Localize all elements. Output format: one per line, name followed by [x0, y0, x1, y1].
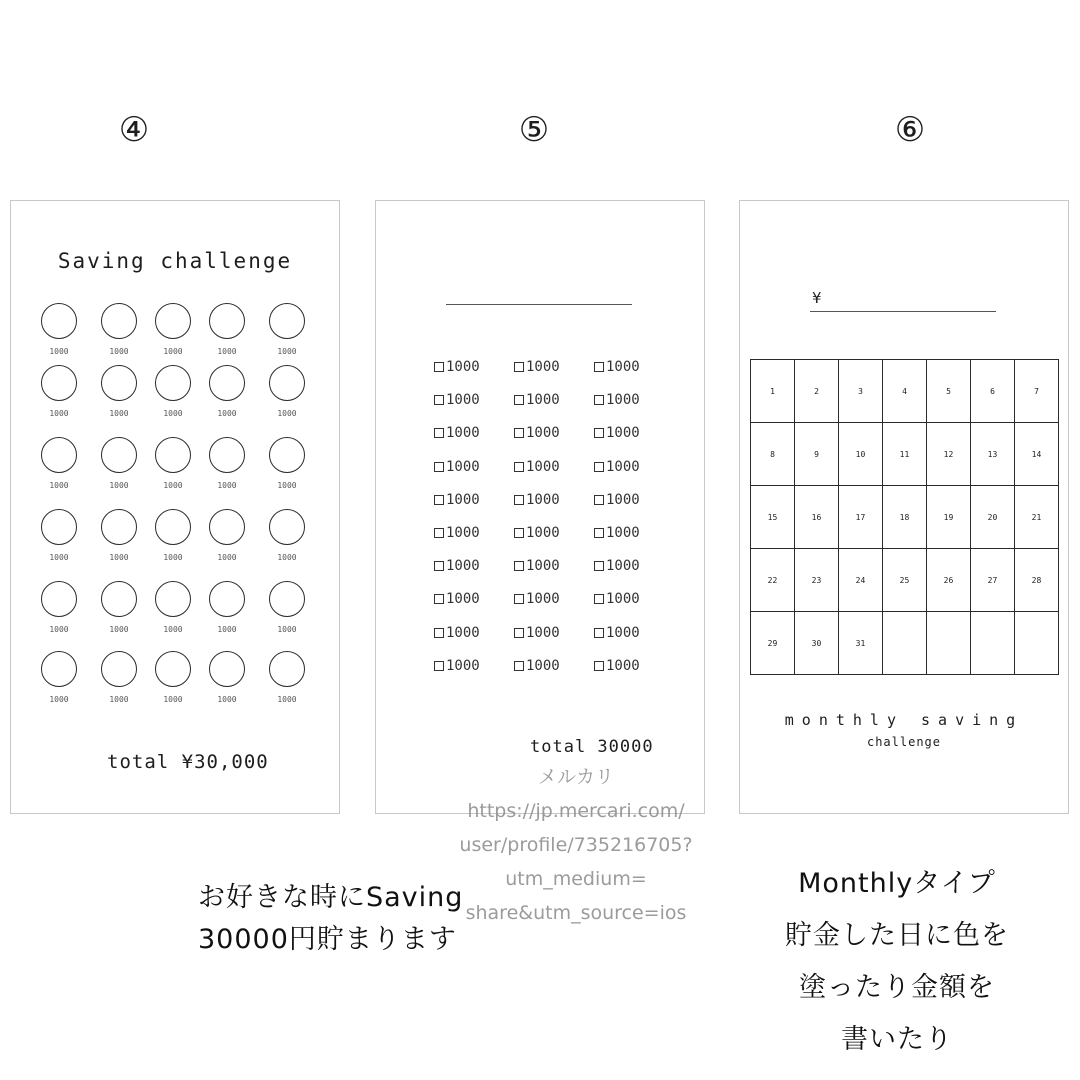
- calendar-day-cell[interactable]: 15: [751, 486, 795, 549]
- checkbox-icon[interactable]: [514, 395, 524, 405]
- checkbox-icon[interactable]: [594, 561, 604, 571]
- calendar-day-cell[interactable]: 12: [927, 423, 971, 486]
- checkbox-amount-label: 1000: [526, 392, 560, 409]
- circle-amount-label: 1000: [217, 625, 237, 634]
- saving-checkbox-item[interactable]: [594, 591, 640, 607]
- checkbox-icon[interactable]: [514, 362, 524, 372]
- checkbox-icon[interactable]: [594, 661, 604, 671]
- calendar-day-cell[interactable]: 20: [971, 486, 1015, 549]
- calendar-day-cell[interactable]: [927, 612, 971, 675]
- saving-circle[interactable]: [101, 437, 137, 473]
- circle-amount-label: 1000: [109, 625, 129, 634]
- saving-circle[interactable]: [155, 303, 191, 339]
- calendar-day-cell[interactable]: 5: [927, 360, 971, 423]
- saving-checkbox-item[interactable]: [434, 625, 480, 641]
- caption-line: 塗ったり金額を: [799, 972, 995, 1003]
- saving-circle[interactable]: [209, 509, 245, 545]
- monthly-saving-card: [739, 200, 1069, 814]
- circle-amount-label: 1000: [163, 625, 183, 634]
- circle-amount-label: 1000: [277, 481, 297, 490]
- calendar-day-cell[interactable]: [971, 612, 1015, 675]
- saving-circle[interactable]: [209, 365, 245, 401]
- saving-circle[interactable]: [101, 365, 137, 401]
- calendar-day-cell[interactable]: 4: [883, 360, 927, 423]
- caption-right: [752, 858, 1042, 1066]
- checkbox-icon[interactable]: [514, 462, 524, 472]
- panel-number-6: ⑥: [894, 110, 926, 150]
- saving-checkbox-item[interactable]: [594, 525, 640, 541]
- saving-checkbox-item[interactable]: [514, 425, 560, 441]
- saving-circle[interactable]: [101, 303, 137, 339]
- saving-checkbox-item[interactable]: [514, 658, 560, 674]
- checkbox-amount-label: 1000: [446, 525, 480, 541]
- checkbox-icon[interactable]: [594, 428, 604, 438]
- saving-checkbox-item[interactable]: [514, 558, 560, 574]
- saving-circle[interactable]: [269, 303, 305, 339]
- checkbox-amount-label: 1000: [446, 624, 480, 641]
- checkbox-amount-label: 1000: [526, 458, 560, 475]
- checkbox-amount-label: 1000: [446, 558, 480, 575]
- checkbox-amount-label: 1000: [606, 359, 640, 375]
- watermark: [440, 760, 712, 930]
- total-label: total 30000: [530, 737, 654, 757]
- circle-amount-label: 1000: [49, 553, 69, 562]
- calendar-day-cell[interactable]: 29: [751, 612, 795, 675]
- checkbox-icon[interactable]: [514, 561, 524, 571]
- calendar-day-cell[interactable]: 30: [795, 612, 839, 675]
- saving-circle[interactable]: [155, 581, 191, 617]
- calendar-grid: [750, 359, 1059, 675]
- saving-checkbox-item[interactable]: [594, 625, 640, 641]
- checkbox-amount-label: 1000: [606, 458, 640, 475]
- checkbox-icon[interactable]: [434, 561, 444, 571]
- saving-circle[interactable]: [209, 581, 245, 617]
- saving-checkbox-item[interactable]: [434, 425, 480, 441]
- calendar-day-cell[interactable]: 7: [1015, 360, 1059, 423]
- calendar-day-cell[interactable]: 28: [1015, 549, 1059, 612]
- checkbox-amount-label: 1000: [606, 491, 640, 508]
- checkbox-amount-label: 1000: [606, 392, 640, 409]
- saving-circle[interactable]: [269, 437, 305, 473]
- circle-amount-label: 1000: [163, 553, 183, 562]
- checkbox-amount-label: 1000: [526, 359, 560, 375]
- checkbox-icon[interactable]: [594, 594, 604, 604]
- checkbox-icon[interactable]: [514, 628, 524, 638]
- checkbox-icon[interactable]: [514, 594, 524, 604]
- checkbox-icon[interactable]: [514, 428, 524, 438]
- calendar-day-cell[interactable]: 26: [927, 549, 971, 612]
- calendar-day-cell[interactable]: 10: [839, 423, 883, 486]
- checkbox-amount-label: 1000: [606, 657, 640, 674]
- checkbox-amount-label: 1000: [446, 591, 480, 608]
- checkbox-icon[interactable]: [514, 528, 524, 538]
- calendar-day-cell[interactable]: 8: [751, 423, 795, 486]
- saving-checkbox-item[interactable]: [434, 492, 480, 508]
- saving-circle[interactable]: [41, 303, 77, 339]
- caption-line: Monthlyタイプ: [798, 868, 996, 899]
- saving-circle[interactable]: [269, 509, 305, 545]
- calendar-day-cell[interactable]: 24: [839, 549, 883, 612]
- checkbox-icon[interactable]: [434, 528, 444, 538]
- circle-amount-label: 1000: [217, 347, 237, 356]
- saving-circle[interactable]: [155, 651, 191, 687]
- saving-checkbox-item[interactable]: [434, 591, 480, 607]
- saving-checkbox-item[interactable]: [514, 459, 560, 475]
- checkbox-icon[interactable]: [434, 594, 444, 604]
- saving-checkbox-item[interactable]: [514, 392, 560, 408]
- saving-checkbox-item[interactable]: [594, 359, 640, 375]
- saving-circle[interactable]: [209, 651, 245, 687]
- checkbox-icon[interactable]: [594, 395, 604, 405]
- amount-line: [810, 311, 996, 312]
- checkbox-icon[interactable]: [594, 362, 604, 372]
- calendar-day-cell[interactable]: 9: [795, 423, 839, 486]
- calendar-day-cell[interactable]: [883, 612, 927, 675]
- circle-amount-label: 1000: [277, 409, 297, 418]
- watermark-line: https://jp.mercari.com/: [467, 800, 685, 822]
- watermark-line: utm_medium=: [505, 868, 647, 890]
- checkbox-amount-label: 1000: [446, 657, 480, 674]
- checkbox-amount-label: 1000: [606, 558, 640, 575]
- circle-amount-label: 1000: [217, 409, 237, 418]
- checkbox-icon[interactable]: [434, 428, 444, 438]
- saving-checkbox-item[interactable]: [514, 359, 560, 375]
- caption-line: 書いたり: [841, 1024, 953, 1055]
- circle-amount-label: 1000: [109, 481, 129, 490]
- circle-amount-label: 1000: [109, 409, 129, 418]
- total-label: total ¥30,000: [107, 751, 269, 773]
- saving-checkbox-item[interactable]: [434, 558, 480, 574]
- checkbox-icon[interactable]: [434, 362, 444, 372]
- circle-amount-label: 1000: [277, 695, 297, 704]
- checkbox-amount-label: 1000: [446, 425, 480, 442]
- saving-checkbox-item[interactable]: [594, 492, 640, 508]
- name-line: [446, 304, 632, 305]
- saving-checkbox-item[interactable]: [594, 558, 640, 574]
- checkbox-amount-label: 1000: [526, 657, 560, 674]
- checkbox-amount-label: 1000: [446, 458, 480, 475]
- caption-line: お好きな時にSaving: [198, 882, 464, 913]
- checkbox-amount-label: 1000: [526, 558, 560, 575]
- caption-line: 貯金した日に色を: [785, 920, 1009, 951]
- saving-circle[interactable]: [269, 365, 305, 401]
- panel-number-5: ⑤: [518, 110, 550, 150]
- checkbox-amount-label: 1000: [446, 359, 480, 375]
- checkbox-amount-label: 1000: [446, 392, 480, 409]
- card-title: Saving challenge: [57, 249, 293, 273]
- circle-amount-label: 1000: [49, 625, 69, 634]
- watermark-line: share&utm_source=ios: [465, 902, 687, 924]
- calendar-day-cell[interactable]: 11: [883, 423, 927, 486]
- circle-amount-label: 1000: [49, 481, 69, 490]
- saving-challenge-card: [10, 200, 340, 814]
- checkbox-icon[interactable]: [594, 628, 604, 638]
- checkbox-amount-label: 1000: [446, 491, 480, 508]
- circle-amount-label: 1000: [217, 553, 237, 562]
- checkbox-icon[interactable]: [434, 462, 444, 472]
- saving-circle[interactable]: [41, 365, 77, 401]
- card-title-line1: monthly saving: [784, 711, 1024, 729]
- checkbox-amount-label: 1000: [606, 425, 640, 442]
- checkbox-icon[interactable]: [594, 462, 604, 472]
- calendar-day-cell[interactable]: 31: [839, 612, 883, 675]
- calendar-day-cell[interactable]: 17: [839, 486, 883, 549]
- checkbox-icon[interactable]: [434, 495, 444, 505]
- watermark-line: user/profile/735216705?: [459, 834, 693, 856]
- circle-amount-label: 1000: [49, 409, 69, 418]
- checkbox-icon[interactable]: [514, 495, 524, 505]
- saving-checkbox-item[interactable]: [514, 525, 560, 541]
- calendar-day-cell[interactable]: [1015, 612, 1059, 675]
- checkbox-icon[interactable]: [434, 661, 444, 671]
- checkbox-amount-label: 1000: [526, 425, 560, 442]
- saving-circle[interactable]: [41, 437, 77, 473]
- saving-circle[interactable]: [101, 509, 137, 545]
- saving-circle[interactable]: [155, 509, 191, 545]
- calendar-day-cell[interactable]: 27: [971, 549, 1015, 612]
- saving-checkbox-item[interactable]: [434, 359, 480, 375]
- card-title-line2: challenge: [866, 735, 942, 749]
- watermark-line: メルカリ: [537, 766, 614, 788]
- calendar-day-cell[interactable]: 14: [1015, 423, 1059, 486]
- checkbox-amount-label: 1000: [526, 624, 560, 641]
- saving-checkbox-item[interactable]: [594, 392, 640, 408]
- circle-amount-label: 1000: [277, 553, 297, 562]
- calendar-day-cell[interactable]: 19: [927, 486, 971, 549]
- circle-amount-label: 1000: [49, 695, 69, 704]
- caption-left: [198, 880, 463, 958]
- saving-checkbox-item[interactable]: [514, 591, 560, 607]
- calendar-day-cell[interactable]: 23: [795, 549, 839, 612]
- checkbox-amount-label: 1000: [606, 624, 640, 641]
- calendar-day-cell[interactable]: 1: [751, 360, 795, 423]
- circle-amount-label: 1000: [109, 695, 129, 704]
- checkbox-amount-label: 1000: [606, 591, 640, 608]
- calendar-day-cell[interactable]: 2: [795, 360, 839, 423]
- checkbox-icon[interactable]: [594, 495, 604, 505]
- circle-amount-label: 1000: [49, 347, 69, 356]
- checkbox-icon[interactable]: [594, 528, 604, 538]
- checkbox-icon[interactable]: [434, 395, 444, 405]
- yen-sign: ¥: [812, 289, 822, 307]
- saving-checkbox-item[interactable]: [594, 459, 640, 475]
- circle-amount-label: 1000: [217, 481, 237, 490]
- saving-checkbox-item[interactable]: [514, 625, 560, 641]
- circle-amount-label: 1000: [163, 347, 183, 356]
- checkbox-amount-label: 1000: [526, 491, 560, 508]
- circle-amount-label: 1000: [277, 625, 297, 634]
- saving-circle[interactable]: [209, 303, 245, 339]
- caption-line: 30000円貯まります: [198, 924, 457, 955]
- saving-checkbox-item[interactable]: [434, 658, 480, 674]
- saving-circle[interactable]: [155, 437, 191, 473]
- saving-circle[interactable]: [155, 365, 191, 401]
- calendar-day-cell[interactable]: 21: [1015, 486, 1059, 549]
- saving-circle[interactable]: [41, 509, 77, 545]
- circle-amount-label: 1000: [109, 553, 129, 562]
- circle-amount-label: 1000: [163, 481, 183, 490]
- checkbox-amount-label: 1000: [526, 591, 560, 608]
- saving-circle[interactable]: [101, 581, 137, 617]
- calendar-day-cell[interactable]: 25: [883, 549, 927, 612]
- calendar-day-cell[interactable]: 18: [883, 486, 927, 549]
- saving-circle[interactable]: [269, 581, 305, 617]
- saving-circle[interactable]: [209, 437, 245, 473]
- checkbox-amount-label: 1000: [606, 525, 640, 541]
- calendar-day-cell[interactable]: 3: [839, 360, 883, 423]
- calendar-day-cell[interactable]: 22: [751, 549, 795, 612]
- saving-checkbox-item[interactable]: [594, 658, 640, 674]
- saving-checkbox-item[interactable]: [514, 492, 560, 508]
- saving-checkbox-item[interactable]: [434, 525, 480, 541]
- panel-number-4: ④: [118, 110, 150, 150]
- saving-circle[interactable]: [41, 581, 77, 617]
- saving-checkbox-item[interactable]: [434, 392, 480, 408]
- circle-amount-label: 1000: [277, 347, 297, 356]
- calendar-day-cell[interactable]: 13: [971, 423, 1015, 486]
- circle-amount-label: 1000: [163, 409, 183, 418]
- saving-checkbox-item[interactable]: [434, 459, 480, 475]
- checkbox-icon[interactable]: [514, 661, 524, 671]
- circle-amount-label: 1000: [163, 695, 183, 704]
- saving-circle[interactable]: [41, 651, 77, 687]
- saving-checkbox-item[interactable]: [594, 425, 640, 441]
- checkbox-saving-card: [375, 200, 705, 814]
- checkbox-amount-label: 1000: [526, 525, 560, 541]
- checkbox-icon[interactable]: [434, 628, 444, 638]
- saving-circle[interactable]: [101, 651, 137, 687]
- saving-circle[interactable]: [269, 651, 305, 687]
- calendar-day-cell[interactable]: 16: [795, 486, 839, 549]
- circle-amount-label: 1000: [217, 695, 237, 704]
- circle-amount-label: 1000: [109, 347, 129, 356]
- calendar-day-cell[interactable]: 6: [971, 360, 1015, 423]
